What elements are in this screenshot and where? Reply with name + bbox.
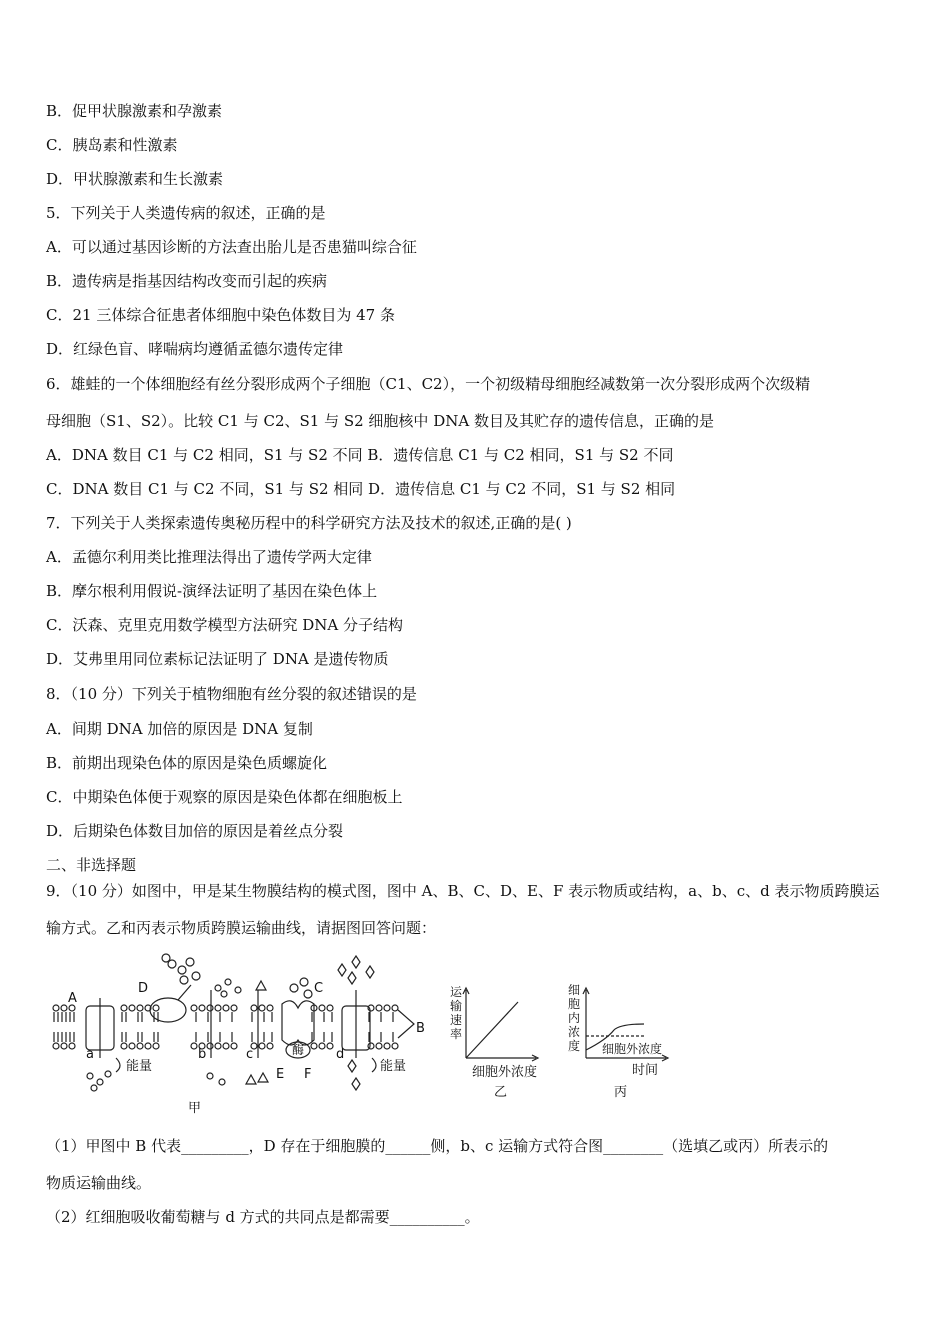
label-B: B bbox=[416, 1021, 425, 1036]
line-q8d: D．后期染色体数目加倍的原因是着丝点分裂 bbox=[46, 822, 344, 840]
caption-bing: 丙 bbox=[614, 1085, 628, 1100]
section-heading: 二、非选择题 bbox=[46, 856, 137, 874]
line-q5a: A．可以通过基因诊断的方法查出胎儿是否患猫叫综合征 bbox=[46, 238, 417, 256]
bing-ylabel-4: 浓 bbox=[568, 1025, 581, 1039]
yi-ylabel-2: 输 bbox=[450, 999, 463, 1013]
caption-yi: 乙 bbox=[494, 1085, 508, 1100]
label-A: A bbox=[68, 991, 77, 1006]
line-q4c: C．胰岛素和性激素 bbox=[46, 136, 178, 154]
line-q7b: B．摩尔根利用假说-演绎法证明了基因在染色体上 bbox=[46, 582, 378, 600]
bing-ylabel-2: 胞 bbox=[568, 997, 581, 1011]
yi-ylabel-1: 运 bbox=[450, 985, 463, 999]
line-q5b: B．遗传病是指基因结构改变而引起的疾病 bbox=[46, 272, 328, 290]
line-q9-1: （1）甲图中 B 代表_________，D 存在于细胞膜的______侧，b、c 运输方式符合图________（选填乙或丙）所表示的 bbox=[46, 1137, 829, 1155]
label-C: C bbox=[314, 981, 324, 996]
line-q7a: A．孟德尔利用类比推理法得出了遗传学两大定律 bbox=[46, 548, 372, 566]
line-q4b: B．促甲状腺激素和孕激素 bbox=[46, 102, 223, 120]
label-a: a bbox=[86, 1047, 94, 1062]
bing-curve-label: 细胞外浓度 bbox=[602, 1042, 663, 1056]
line-q9-1b: 物质运输曲线。 bbox=[46, 1174, 152, 1192]
line-q4d: D．甲状腺激素和生长激素 bbox=[46, 170, 224, 188]
line-q7: 7．下列关于人类探索遗传奥秘历程中的科学研究方法及技术的叙述,正确的是( ) bbox=[46, 514, 572, 532]
label-energy-1: 能量 bbox=[126, 1059, 153, 1074]
label-b: b bbox=[198, 1047, 207, 1062]
figure-membrane-and-curves bbox=[46, 950, 906, 1120]
yi-ylabel-3: 速 bbox=[450, 1013, 463, 1027]
figure-jia bbox=[53, 954, 414, 1091]
label-enzyme: 酶 bbox=[292, 1043, 305, 1057]
bing-xlabel: 时间 bbox=[632, 1063, 659, 1078]
glycoprotein-D bbox=[150, 998, 186, 1022]
bing-ylabel-1: 细 bbox=[568, 983, 581, 997]
line-q8: 8．（10 分）下列关于植物细胞有丝分裂的叙述错误的是 bbox=[46, 685, 417, 703]
caption-jia: 甲 bbox=[188, 1101, 202, 1116]
label-c: c bbox=[246, 1047, 254, 1062]
line-q6: 6．雄蛙的一个体细胞经有丝分裂形成两个子细胞（C1、C2），一个初级精母细胞经减数第一次分裂形成两个次级精 bbox=[46, 375, 811, 393]
line-q8b: B．前期出现染色体的原因是染色质螺旋化 bbox=[46, 754, 328, 772]
label-d: d bbox=[336, 1047, 345, 1062]
line-q5d: D．红绿色盲、哮喘病均遵循孟德尔遗传定律 bbox=[46, 340, 344, 358]
phospholipid-bottom-row bbox=[53, 1043, 398, 1049]
label-D: D bbox=[138, 981, 149, 996]
line-q9: 9．（10 分）如图中，甲是某生物膜结构的模式图，图中 A、B、C、D、E、F 表示物质或结构，a、b、c、d 表示物质跨膜运 bbox=[46, 882, 880, 900]
line-q6b: 母细胞（S1、S2）。比较 C1 与 C2、S1 与 S2 细胞核中 DNA 数目及其贮存的遗传信息，正确的是 bbox=[46, 412, 714, 430]
yi-ylabel-4: 率 bbox=[450, 1027, 463, 1041]
carrier-protein bbox=[282, 1001, 314, 1045]
label-energy-2: 能量 bbox=[380, 1059, 407, 1074]
bing-ylabel-5: 度 bbox=[568, 1039, 581, 1053]
figure-yi bbox=[463, 988, 538, 1061]
figure-yi-labels bbox=[450, 985, 537, 1100]
line-q5c: C．21 三体综合征患者体细胞中染色体数目为 47 条 bbox=[46, 306, 395, 324]
line-q8c: C．中期染色体便于观察的原因是染色体都在细胞板上 bbox=[46, 788, 403, 806]
line-q7d: D．艾弗里用同位素标记法证明了 DNA 是遗传物质 bbox=[46, 650, 389, 668]
bing-ylabel-3: 内 bbox=[568, 1011, 581, 1025]
line-q9-2: （2）红细胞吸收葡萄糖与 d 方式的共同点是都需要__________。 bbox=[46, 1208, 480, 1226]
line-q6ab: A．DNA 数目 C1 与 C2 相同，S1 与 S2 不同 B．遗传信息 C1 与 C2 相同，S1 与 S2 不同 bbox=[46, 446, 674, 464]
figure-bing-labels bbox=[568, 983, 662, 1100]
line-q7c: C．沃森、克里克用数学模型方法研究 DNA 分子结构 bbox=[46, 616, 403, 634]
line-q9b: 输方式。乙和丙表示物质跨膜运输曲线，请据图回答问题： bbox=[46, 919, 437, 937]
label-E: E bbox=[276, 1067, 285, 1082]
line-q8a: A．间期 DNA 加倍的原因是 DNA 复制 bbox=[46, 720, 313, 738]
yi-xlabel: 细胞外浓度 bbox=[472, 1065, 538, 1080]
line-q6cd: C．DNA 数目 C1 与 C2 不同，S1 与 S2 相同 D．遗传信息 C1 与 C2 不同，S1 与 S2 相同 bbox=[46, 480, 676, 498]
line-q5: 5．下列关于人类遗传病的叙述，正确的是 bbox=[46, 204, 326, 222]
label-F: F bbox=[304, 1067, 312, 1082]
